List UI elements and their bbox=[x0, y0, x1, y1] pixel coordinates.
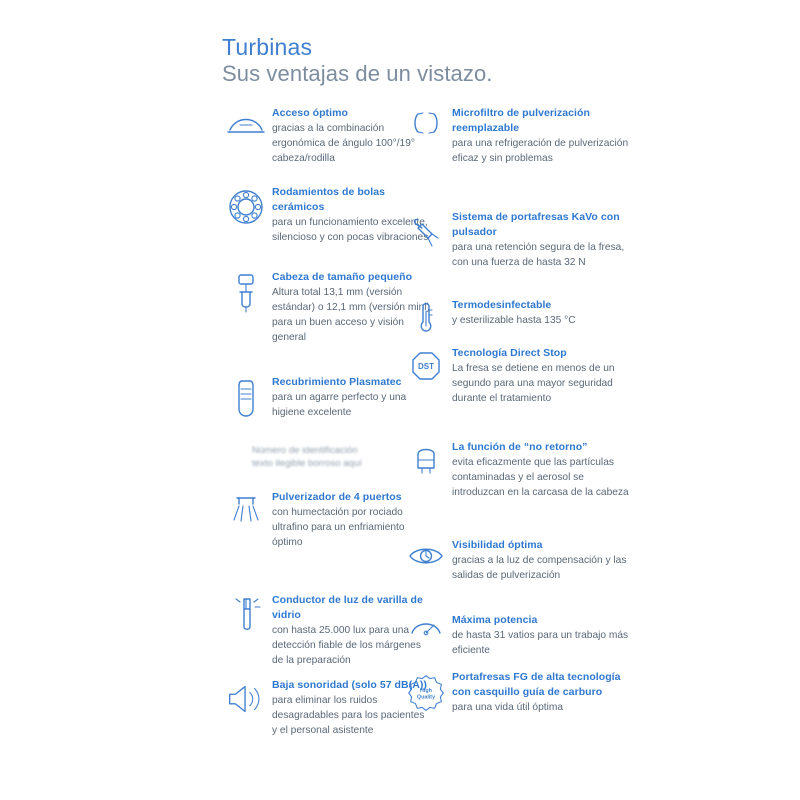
feature-title: Termodesinfectable bbox=[452, 299, 552, 311]
page-subtitle: Sus ventajas de un vistazo. bbox=[222, 61, 493, 87]
feature-body: para una refrigeración de pulverización eficaz y sin problemas bbox=[452, 137, 629, 164]
feature-portafresas-pulsador bbox=[402, 210, 637, 271]
feature-body: Altura total 13,1 mm (versión estándar) o 12,1 mm (versión mini) para un buen acceso y visión general bbox=[272, 286, 430, 343]
feature-title: Microfiltro de pulverización reemplazable bbox=[452, 107, 590, 134]
no-return-valve-icon bbox=[402, 440, 450, 482]
feature-title: Pulverizador de 4 puertos bbox=[272, 491, 402, 503]
dome-access-icon bbox=[222, 106, 270, 148]
feature-body: con humectación por rociado ultrafino para un enfriamiento óptimo bbox=[272, 506, 405, 548]
blurred-line-2: texto ilegible borroso aquí bbox=[252, 457, 362, 469]
feature-recubrimiento-plasmatec bbox=[222, 375, 432, 421]
feature-body: gracias a la luz de compensación y las salidas de pulverización bbox=[452, 554, 627, 581]
feature-microfiltro bbox=[402, 106, 637, 167]
glass-rod-light-icon bbox=[222, 593, 270, 635]
thermometer-icon bbox=[402, 298, 450, 340]
feature-body: evita eficazmente que las partículas contaminadas y el aerosol se introduzcan en la carcasa de la cabeza bbox=[452, 456, 629, 498]
low-noise-speaker-icon bbox=[222, 678, 270, 720]
feature-body: con hasta 25.000 lux para una detección fiable de los márgenes de la preparación bbox=[272, 624, 421, 666]
feature-body: para una retención segura de la fresa, con una fuerza de hasta 32 N bbox=[452, 241, 625, 268]
eye-visibility-icon bbox=[402, 538, 450, 580]
feature-baja-sonoridad bbox=[222, 678, 432, 739]
feature-body: para un agarre perfecto y una higiene excelente bbox=[272, 391, 407, 418]
feature-body: para un funcionamiento excelente, silencioso y con pocas vibraciones bbox=[272, 216, 429, 243]
feature-pulverizador-4-puertos bbox=[222, 490, 432, 551]
feature-maxima-potencia bbox=[402, 613, 637, 659]
bur-chuck-pushbutton-icon bbox=[402, 210, 450, 252]
feature-title: Recubrimiento Plasmatec bbox=[272, 376, 402, 388]
feature-title: Baja sonoridad (solo 57 dB(A)) bbox=[272, 679, 427, 691]
page-title: Turbinas bbox=[222, 34, 313, 60]
feature-title: Portafresas FG de alta tecnología con casquillo guía de carburo bbox=[452, 671, 621, 698]
feature-direct-stop bbox=[402, 346, 637, 407]
feature-body: para una vida útil óptima bbox=[452, 701, 563, 713]
feature-body: y esterilizable hasta 135 °C bbox=[452, 314, 576, 326]
ceramic-ball-bearing-icon bbox=[222, 185, 270, 227]
page-header bbox=[222, 34, 742, 88]
feature-title: Tecnología Direct Stop bbox=[452, 347, 567, 359]
feature-body: para eliminar los ruidos desagradables para los pacientes y el personal asistente bbox=[272, 694, 425, 736]
feature-title: Conductor de luz de varilla de vidrio bbox=[272, 594, 423, 621]
max-power-icon bbox=[402, 613, 450, 655]
dst-badge-icon bbox=[402, 346, 450, 388]
feature-title: La función de “no retorno” bbox=[452, 441, 588, 453]
feature-no-retorno bbox=[402, 440, 637, 501]
small-head-icon bbox=[222, 270, 270, 312]
handpiece-coating-icon bbox=[222, 375, 270, 417]
feature-body: La fresa se detiene en menos de un segundo para una mayor seguridad durante el tratamiento bbox=[452, 362, 615, 404]
hq-badge-label-line1: High bbox=[420, 688, 432, 695]
feature-termodesinfectable bbox=[402, 298, 637, 329]
feature-title: Visibilidad óptima bbox=[452, 539, 543, 551]
feature-body: de hasta 31 vatios para un trabajo más eficiente bbox=[452, 629, 629, 656]
four-port-spray-icon bbox=[222, 490, 270, 532]
feature-visibilidad-optima bbox=[402, 538, 637, 584]
feature-title: Sistema de portafresas KaVo con pulsador bbox=[452, 211, 620, 238]
feature-conductor-luz bbox=[222, 593, 432, 668]
feature-acceso-optimo bbox=[222, 106, 432, 167]
feature-title: Acceso óptimo bbox=[272, 107, 348, 119]
replaceable-microfilter-icon bbox=[402, 106, 450, 148]
dst-badge-label: DST bbox=[418, 362, 434, 371]
hq-badge-label-line2: Quality bbox=[416, 694, 436, 701]
feature-body: gracias a la combinación ergonómica de ángulo 100°/19° cabeza/rodilla bbox=[272, 122, 415, 164]
feature-portafresas-fg bbox=[402, 670, 637, 716]
high-quality-badge-icon bbox=[402, 670, 450, 712]
feature-title: Rodamientos de bolas cerámicos bbox=[272, 186, 386, 213]
feature-cabeza-pequena bbox=[222, 270, 432, 345]
feature-title: Cabeza de tamaño pequeño bbox=[272, 271, 413, 283]
feature-rodamientos-ceramicos bbox=[222, 185, 432, 246]
feature-title: Máxima potencia bbox=[452, 614, 538, 626]
blurred-line-1: Número de identificación bbox=[252, 445, 358, 456]
